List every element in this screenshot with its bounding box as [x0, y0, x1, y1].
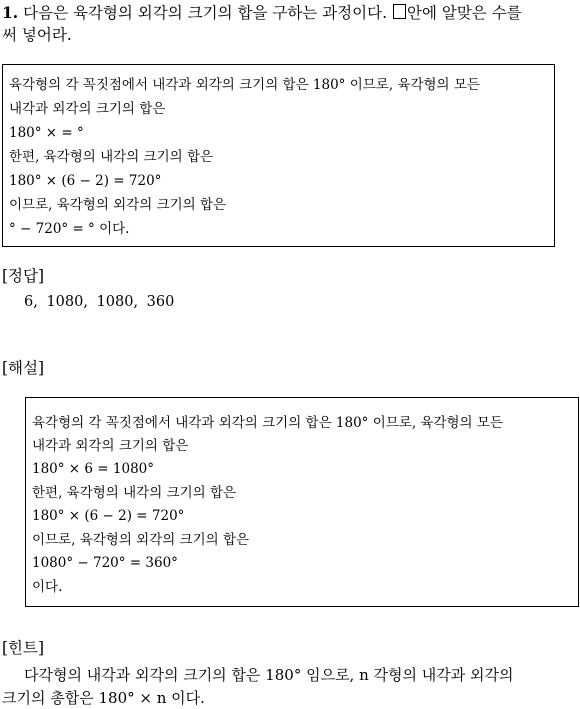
question-text: 다음은 육각형의 외각의 크기의 합을 구하는 과정이다.: [23, 4, 388, 22]
hint-line-2: 크기의 총합은 180° × n 이다.: [2, 689, 205, 707]
explanation-line: 이다.: [32, 579, 63, 595]
question-line-1: [2, 2, 522, 24]
problem-box: [2, 64, 555, 247]
problem-line: ° − 720° = ° 이다.: [9, 221, 130, 237]
answer-blank-box-icon: [393, 4, 406, 19]
explanation-line: 내각과 외각의 크기의 합은: [32, 438, 189, 454]
explanation-line: 한편, 육각형의 내각의 크기의 합은: [32, 485, 237, 501]
explanation-line: 180° × (6 − 2) = 720°: [32, 508, 185, 524]
problem-line: 180° × = °: [9, 125, 84, 141]
explanation-box: [25, 397, 579, 607]
question-line-2: 써 넣어라.: [2, 26, 72, 44]
explanation-label: [해설]: [2, 359, 45, 377]
explanation-line: 이므로, 육각형의 외각의 크기의 합은: [32, 532, 250, 548]
explanation-line: 육각형의 각 꼭짓점에서 내각과 외각의 크기의 합은 180° 이므로, 육각형의 모든: [32, 415, 503, 431]
question-number: 1.: [2, 3, 19, 22]
hint-label: [힌트]: [2, 639, 45, 657]
explanation-line: 180° × 6 = 1080°: [32, 461, 155, 477]
question-text-cont: 안에 알맞은 수를: [406, 4, 522, 22]
problem-line: 한편, 육각형의 내각의 크기의 합은: [9, 149, 214, 165]
answer-values: 6, 1080, 1080, 360: [24, 294, 175, 310]
explanation-line: 1080° − 720° = 360°: [32, 555, 178, 571]
answer-label: [정답]: [2, 267, 45, 285]
hint-line-1: 다각형의 내각과 외각의 크기의 합은 180° 임으로, n 각형의 내각과 외각의: [24, 666, 514, 684]
problem-line: 내각과 외각의 크기의 합은: [9, 101, 166, 117]
problem-line: 육각형의 각 꼭짓점에서 내각과 외각의 크기의 합은 180° 이므로, 육각형의 모든: [9, 77, 480, 93]
problem-line: 이므로, 육각형의 외각의 크기의 합은: [9, 197, 227, 213]
problem-line: 180° × (6 − 2) = 720°: [9, 173, 162, 189]
